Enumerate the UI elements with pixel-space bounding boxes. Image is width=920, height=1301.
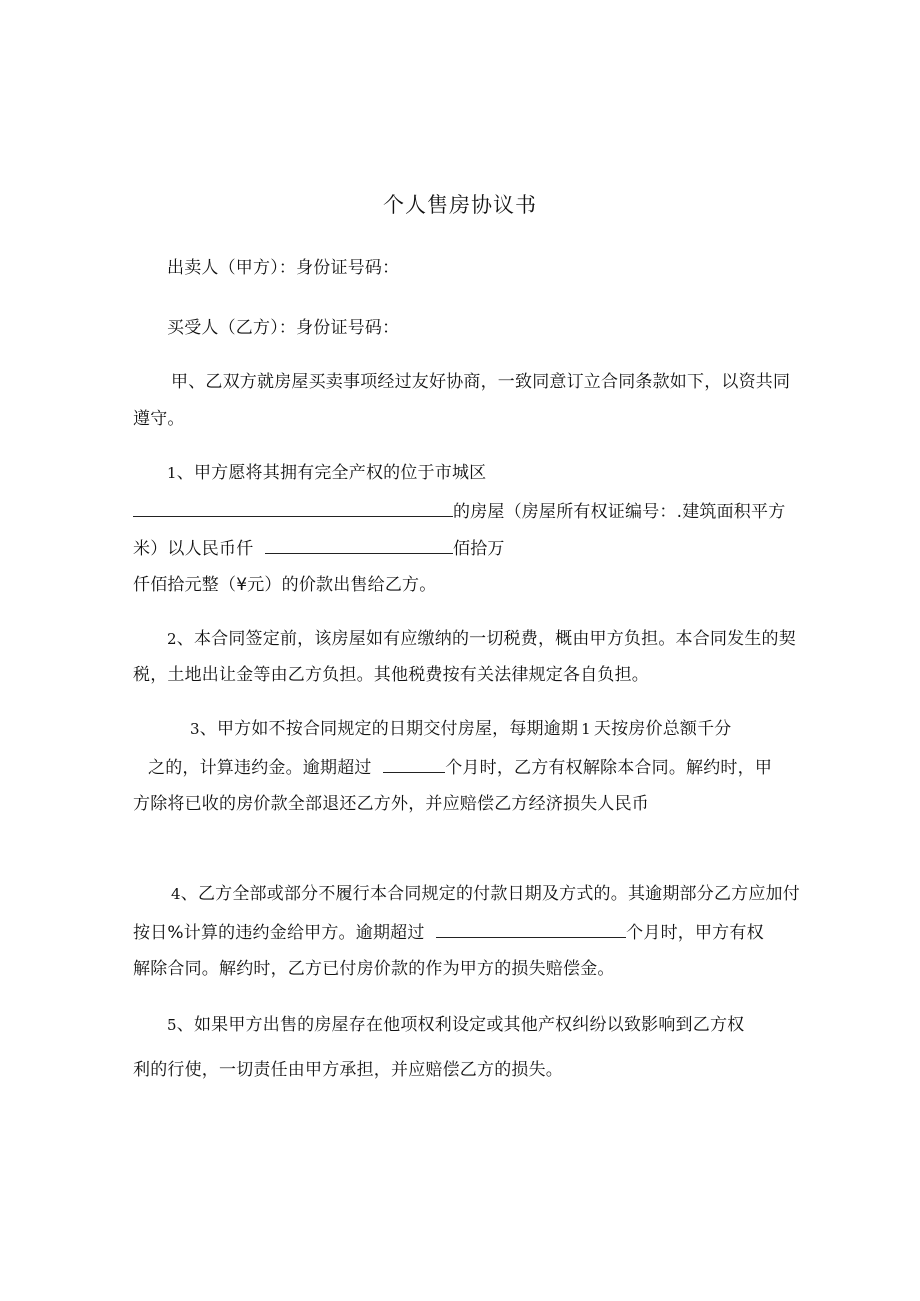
clause-1-text-3a: 米）以人民币仟: [133, 539, 254, 559]
clause-1-text-3b: 佰拾万: [453, 539, 505, 559]
clause-4-line-1: [171, 883, 800, 905]
price-blank[interactable]: [265, 537, 453, 554]
clause-3-line-1: [190, 718, 732, 740]
clause-3-text-1b: 天按房价总额千分: [593, 719, 732, 739]
months-blank-buyer[interactable]: [436, 921, 626, 938]
clause-5-line-2: 利的行使，一切责任由甲方承担，并应赔偿乙方的损失。: [133, 1060, 563, 1080]
clause-3-line-2: [148, 756, 772, 779]
seller-line: 出卖人（甲方）：身份证号码：: [167, 258, 400, 278]
clause-3-line-3: 方除将已收的房价款全部退还乙方外，并应赔偿乙方经济损失人民币: [133, 794, 649, 814]
address-blank[interactable]: [133, 500, 453, 517]
clause-4-number: 4: [171, 885, 181, 903]
clause-1-number: 1: [167, 464, 177, 482]
clause-4-text-2b: 个月时，甲方有权: [626, 923, 764, 943]
months-blank-seller[interactable]: [383, 756, 445, 773]
buyer-line: 买受人（乙方）：身份证号码：: [167, 318, 400, 338]
clause-4-text-2a: 按日%计算的违约金给甲方。逾期超过: [133, 923, 425, 943]
clause-3-number: 3: [190, 720, 200, 738]
clause-5-line-1: [167, 1014, 744, 1036]
clause-4-line-3: 解除合同。解约时，乙方已付房价款的作为甲方的损失赔偿金。: [133, 959, 615, 979]
clause-1-line-2: [133, 500, 785, 523]
clause-5-text-1: 、如果甲方出售的房屋存在他项权利设定或其他产权纠纷以致影响到乙方权: [176, 1015, 745, 1035]
intro-line-2: 遵守。: [133, 409, 185, 429]
clause-2-text-1: 、本合同签定前，该房屋如有应缴纳的一切税费，概由甲方负担。本合同发生的契: [176, 629, 796, 649]
clause-3-day-count: 1: [581, 720, 591, 738]
clause-3-text-2a: 之的，计算违约金。逾期超过: [148, 758, 372, 778]
clause-1-line-1: [167, 462, 486, 484]
clause-2-number: 2: [167, 630, 177, 648]
clause-2-line-1: [167, 628, 796, 650]
clause-1-text-1: 、甲方愿将其拥有完全产权的位于市城区: [176, 463, 487, 483]
clause-3-text-2b: 个月时，乙方有权解除本合同。解约时，甲: [445, 758, 773, 778]
clause-2-line-2: 税，土地出让金等由乙方负担。其他税费按有关法律规定各自负担。: [133, 665, 649, 685]
clause-1-line-4: 仟佰拾元整（¥元）的价款出售给乙方。: [133, 575, 437, 595]
clause-1-text-2: 的房屋（房屋所有权证编号：.建筑面积平方: [453, 502, 786, 522]
clause-5-number: 5: [167, 1016, 177, 1034]
clause-1-line-3: [133, 537, 505, 560]
clause-3-text-1a: 、甲方如不按合同规定的日期交付房屋，每期逾期: [199, 719, 579, 739]
clause-4-line-2: [133, 921, 764, 944]
clause-4-text-1: 、乙方全部或部分不履行本合同规定的付款日期及方式的。其逾期部分乙方应加付: [180, 884, 800, 904]
intro-line-1: 甲、乙双方就房屋买卖事项经过友好协商，一致同意订立合同条款如下，以资共同: [171, 372, 791, 392]
document-title: 个人售房协议书: [383, 193, 537, 217]
